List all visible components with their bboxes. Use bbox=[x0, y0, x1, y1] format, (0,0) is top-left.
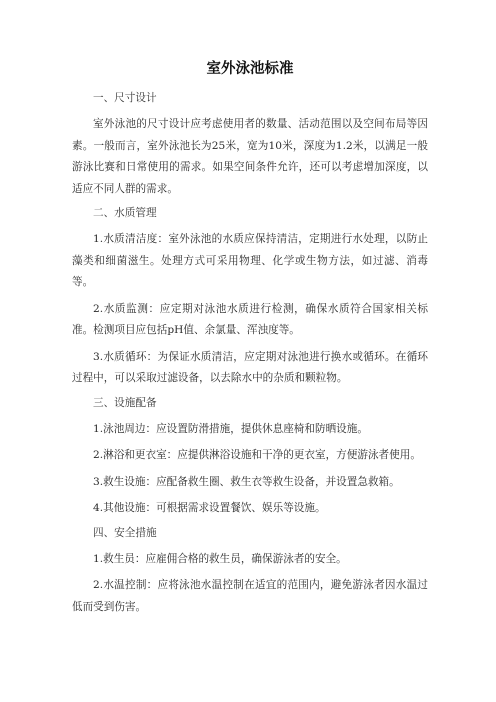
paragraph: 室外泳池的尺寸设计应考虑使用者的数量、活动范围以及空间布局等因素。一般而言，室外泳池长为25米，宽为10米，深度为1.2米，以满足一般游泳比赛和日常使用的需求。如果空间条件允许，还可以考虑增加深度，以适应不同人群的需求。 bbox=[72, 118, 428, 195]
paragraph: 3.水质循环：为保证水质清洁，应定期对泳池进行换水或循环。在循环过程中，可以采取过滤设备，以去除水中的杂质和颗粒物。 bbox=[72, 350, 428, 384]
document-title: 室外泳池标准 bbox=[206, 61, 294, 77]
section-heading-facilities: 三、设施配备 bbox=[93, 396, 157, 409]
section-heading-water-quality: 二、水质管理 bbox=[93, 207, 157, 219]
paragraph: 4.其他设施：可根据需求设置餐饮、娱乐等设施。 bbox=[93, 502, 326, 514]
paragraph: 2.水温控制：应将泳池水温控制在适宜的范围内，避免游泳者因水温过低而受到伤害。 bbox=[72, 579, 428, 613]
paragraph: 2.水质监测：应定期对泳池水质进行检测，确保水质符合国家相关标准。检测项目应包括pH值、余氯量、浑浊度等。 bbox=[72, 302, 428, 336]
paragraph: 1.水质清洁度：室外泳池的水质应保持清洁，定期进行水处理，以防止藻类和细菌滋生。处理方式可采用物理、化学或生物方法，如过滤、消毒等。 bbox=[72, 233, 428, 288]
paragraph: 3.救生设施：应配备救生圈、救生衣等救生设备，并设置急救箱。 bbox=[93, 475, 400, 488]
paragraph: 2.淋浴和更衣室：应提供淋浴设施和干净的更衣室，方便游泳者使用。 bbox=[93, 449, 421, 461]
paragraph: 1.泳池周边：应设置防滑措施，提供休息座椅和防晒设施。 bbox=[93, 422, 368, 435]
section-heading-safety: 四、安全措施 bbox=[93, 526, 157, 539]
section-heading-size-design: 一、尺寸设计 bbox=[93, 92, 157, 104]
paragraph: 1.救生员：应雇佣合格的救生员，确保游泳者的安全。 bbox=[93, 552, 347, 565]
